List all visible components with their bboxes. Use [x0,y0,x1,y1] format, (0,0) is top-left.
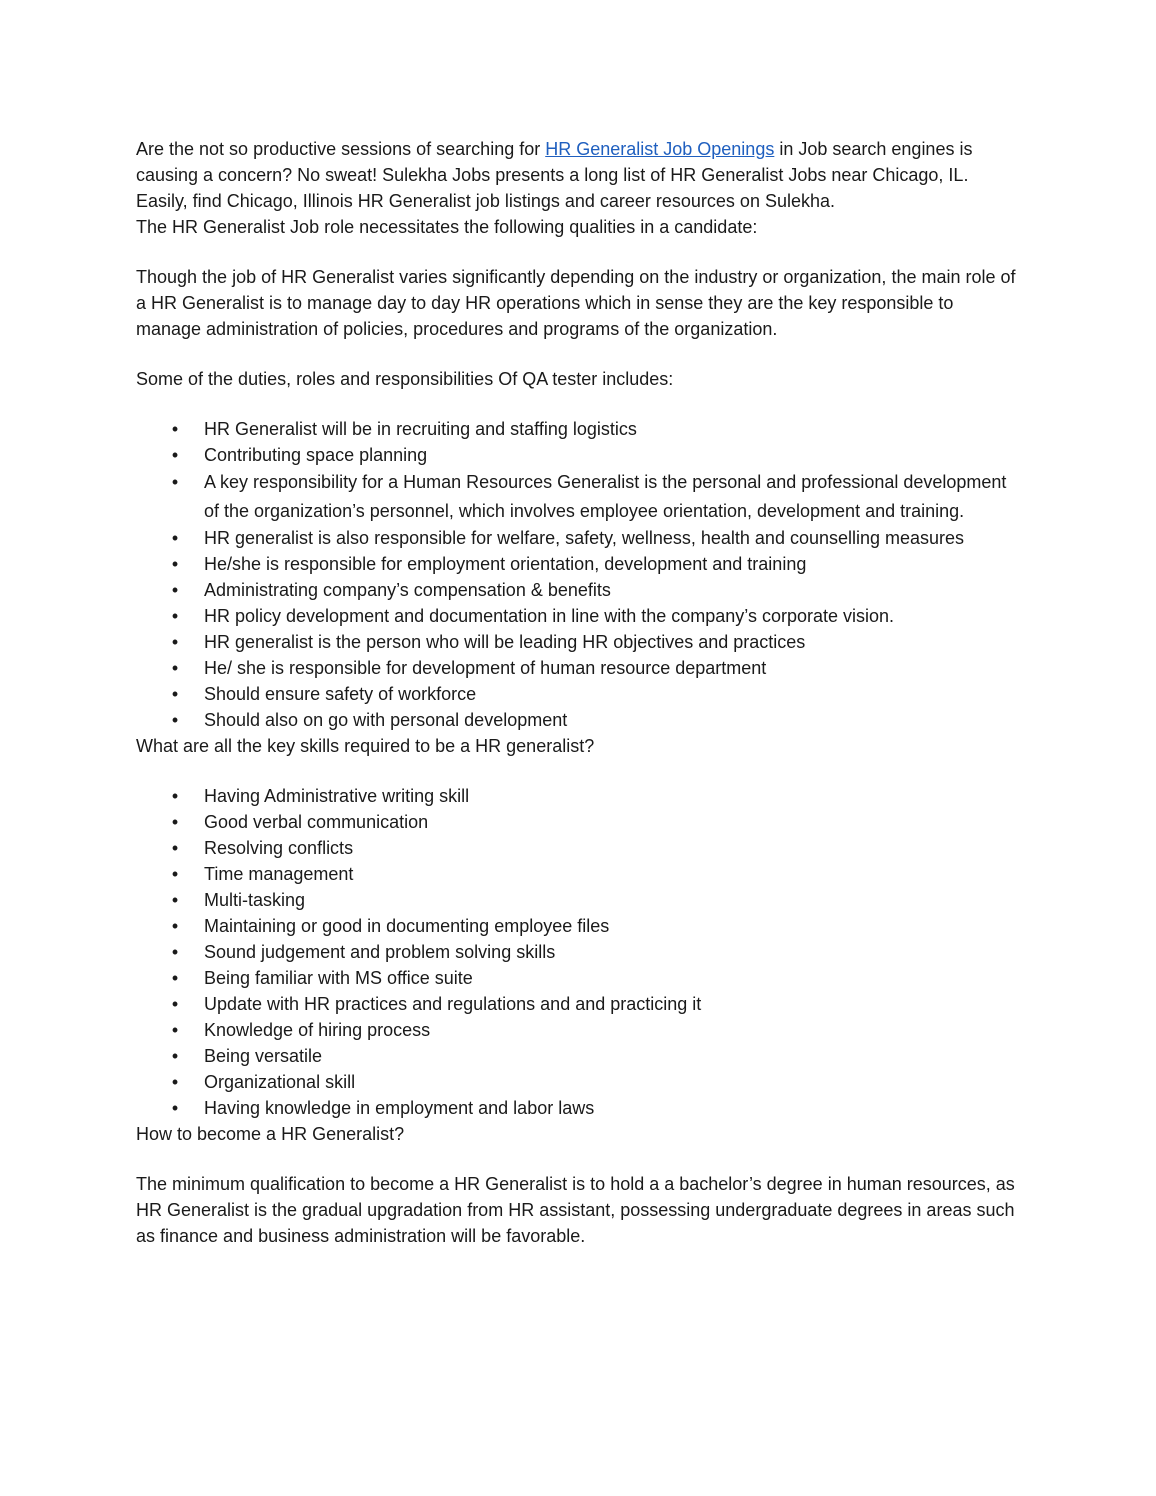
list-item-text: Having knowledge in employment and labor laws [204,1098,595,1118]
list-item [136,913,1020,939]
list-item [136,442,1020,468]
bullet-icon: • [171,864,179,884]
list-item [136,1095,1020,1121]
list-item-text: HR generalist is also responsible for welfare, safety, wellness, health and counselling measures [204,528,965,548]
list-item [136,783,1020,809]
bullet-icon: • [171,1046,179,1066]
list-item-text: Resolving conflicts [204,838,354,858]
bullet-icon: • [171,1098,179,1118]
intro-text-before-link: Are the not so productive sessions of searching for [136,139,546,159]
list-item [136,991,1020,1017]
document-page [136,136,1020,1249]
list-item [136,809,1020,835]
list-item [136,551,1020,577]
list-item-text: Administrating company’s compensation & benefits [204,580,611,600]
become-heading: How to become a HR Generalist? [136,1124,405,1144]
bullet-icon: • [171,580,179,600]
duties-list-1 [136,416,1020,603]
list-item-text: He/ she is responsible for development of human resource department [204,658,767,678]
hr-generalist-job-openings-link[interactable]: HR Generalist Job Openings [545,139,775,159]
list-item [136,681,1020,707]
list-item-text: Being versatile [204,1046,323,1066]
list-item [136,861,1020,887]
list-item-text: Contributing space planning [204,445,428,465]
qualification-paragraph: The minimum qualification to become a HR Generalist is to hold a a bachelor’s degree in human resources, as HR Generalist is the gradual upgradation from HR assistant, possessing undergraduate degrees in areas such as finance and business administration will be favorable. [136,1174,1015,1246]
bullet-icon: • [171,472,179,492]
list-item [136,629,1020,655]
list-item [136,655,1020,681]
list-item [136,1043,1020,1069]
list-item [136,707,1020,733]
bullet-icon: • [171,528,179,548]
list-item-text: HR Generalist will be in recruiting and staffing logistics [204,419,637,439]
bullet-icon: • [171,838,179,858]
bullet-icon: • [171,994,179,1014]
list-item [136,965,1020,991]
bullet-icon: • [171,554,179,574]
bullet-icon: • [171,786,179,806]
qualities-line: The HR Generalist Job role necessitates the following qualities in a candidate: [136,217,758,237]
overview-paragraph: Though the job of HR Generalist varies significantly depending on the industry or organization, the main role of a HR Generalist is to manage day to day HR operations which in sense they are the key responsible to manage administration of policies, procedures and programs of the organization. [136,267,1016,339]
bullet-icon: • [171,968,179,988]
bullet-icon: • [171,632,179,652]
bullet-icon: • [171,890,179,910]
list-item [136,525,1020,551]
list-item-text: Update with HR practices and regulations and and practicing it [204,994,702,1014]
bullet-icon: • [171,658,179,678]
list-item [136,577,1020,603]
list-item [136,603,1020,629]
list-item-text: A key responsibility for a Human Resources Generalist is the personal and professional development of the organization’s personnel, which involves employee orientation, development and training. [204,472,1007,521]
list-item-text: He/she is responsible for employment orientation, development and training [204,554,807,574]
list-item-text: Time management [204,864,354,884]
skills-list [136,783,1020,1121]
list-item-text: Good verbal communication [204,812,429,832]
bullet-icon: • [171,1020,179,1040]
list-item-text: Organizational skill [204,1072,356,1092]
list-item-text: Sound judgement and problem solving skills [204,942,556,962]
list-item [136,1069,1020,1095]
bullet-icon: • [171,916,179,936]
list-item-text: Having Administrative writing skill [204,786,470,806]
bullet-icon: • [171,710,179,730]
bullet-icon: • [171,812,179,832]
list-item-text: Should ensure safety of workforce [204,684,477,704]
list-item-text: Being familiar with MS office suite [204,968,473,988]
list-item-text: Knowledge of hiring process [204,1020,431,1040]
list-item [136,1017,1020,1043]
list-item-text: HR generalist is the person who will be leading HR objectives and practices [204,632,806,652]
bullet-icon: • [171,606,179,626]
skills-heading: What are all the key skills required to be a HR generalist? [136,736,595,756]
list-item [136,416,1020,442]
bullet-icon: • [171,684,179,704]
list-item-text: Should also on go with personal development [204,710,568,730]
bullet-icon: • [171,942,179,962]
list-item-text: Maintaining or good in documenting employee files [204,916,610,936]
list-item [136,468,1020,525]
intro-text-after-link: in Job search engines is causing a concern? No sweat! Sulekha Jobs presents a long list of HR Generalist Jobs near Chicago, IL. Easily, find Chicago, Illinois HR Generalist job listings and career resources on Sulekha. [136,139,973,211]
bullet-icon: • [171,445,179,465]
bullet-icon: • [171,1072,179,1092]
list-item [136,835,1020,861]
list-item [136,939,1020,965]
list-item-text: HR policy development and documentation in line with the company’s corporate vision. [204,606,895,626]
bullet-icon: • [171,419,179,439]
list-item-text: Multi-tasking [204,890,306,910]
duties-heading: Some of the duties, roles and responsibilities Of QA tester includes: [136,369,674,389]
intro-paragraph [136,136,1020,214]
list-item [136,887,1020,913]
duties-list-2 [136,603,1020,733]
